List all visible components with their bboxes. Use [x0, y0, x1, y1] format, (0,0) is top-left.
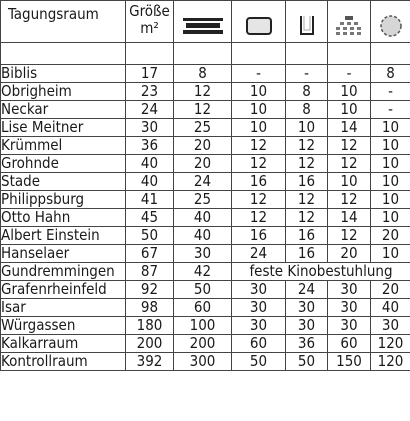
room-name-cell: Albert Einstein — [1, 227, 126, 245]
table-row — [1, 335, 410, 353]
room-name-cell: Gundremmingen — [1, 263, 126, 281]
capacity-cell: 42 — [174, 263, 232, 281]
capacity-cell: 50 — [174, 281, 232, 299]
capacity-cell: 16 — [286, 245, 328, 263]
room-size-cell: 45 — [126, 209, 174, 227]
capacity-cell: 14 — [328, 209, 371, 227]
table-row — [1, 173, 410, 191]
room-size-cell: 92 — [126, 281, 174, 299]
capacity-cell: 12 — [328, 155, 371, 173]
capacity-cell: 16 — [232, 227, 286, 245]
capacity-cell: 10 — [328, 83, 371, 101]
capacity-cell: 14 — [328, 119, 371, 137]
parliament-seating-icon — [182, 15, 224, 37]
table-row — [1, 155, 410, 173]
table-row — [1, 101, 410, 119]
table-row — [1, 353, 410, 371]
room-size-cell: 40 — [126, 155, 174, 173]
table-row — [1, 65, 410, 83]
capacity-cell: 8 — [286, 83, 328, 101]
room-size-cell: 50 — [126, 227, 174, 245]
room-size-cell: 24 — [126, 101, 174, 119]
capacity-cell: 10 — [232, 83, 286, 101]
capacity-cell: - — [286, 65, 328, 83]
capacity-cell: 12 — [286, 137, 328, 155]
banquet-column-header — [371, 1, 410, 43]
capacity-cell: 120 — [371, 353, 410, 371]
capacity-cell: 24 — [174, 173, 232, 191]
capacity-cell: 12 — [174, 101, 232, 119]
room-size-cell: 40 — [126, 173, 174, 191]
room-size-cell: 17 — [126, 65, 174, 83]
capacity-cell: 10 — [371, 119, 410, 137]
table-row — [1, 119, 410, 137]
capacity-cell: 20 — [371, 281, 410, 299]
capacity-cell: 36 — [286, 335, 328, 353]
capacity-cell: 10 — [328, 101, 371, 119]
capacity-cell: 12 — [286, 191, 328, 209]
capacity-cell: 30 — [328, 281, 371, 299]
capacity-cell: 30 — [328, 317, 371, 335]
capacity-cell: 30 — [232, 281, 286, 299]
capacity-cell: 8 — [174, 65, 232, 83]
capacity-cell: 10 — [286, 119, 328, 137]
u-shape-seating-icon — [296, 15, 318, 37]
capacity-cell: 30 — [232, 317, 286, 335]
capacity-cell: 25 — [174, 191, 232, 209]
room-size-cell: 98 — [126, 299, 174, 317]
table-row — [1, 227, 410, 245]
table-row — [1, 317, 410, 335]
room-name-cell: Isar — [1, 299, 126, 317]
theater-seating-icon — [333, 15, 365, 37]
theater-column-header — [328, 1, 371, 43]
room-name-cell: Neckar — [1, 101, 126, 119]
capacity-cell: 30 — [232, 299, 286, 317]
room-size-cell: 36 — [126, 137, 174, 155]
capacity-cell: 10 — [371, 191, 410, 209]
room-name-cell: Würgassen — [1, 317, 126, 335]
capacity-cell: 12 — [232, 191, 286, 209]
capacity-cell: 150 — [328, 353, 371, 371]
size-label-line1: Größe — [129, 2, 170, 20]
capacity-cell: 10 — [371, 173, 410, 191]
capacity-cell: 30 — [286, 299, 328, 317]
capacity-cell: 12 — [232, 137, 286, 155]
capacity-cell: 20 — [174, 155, 232, 173]
capacity-cell: 8 — [371, 65, 410, 83]
capacity-cell: 10 — [371, 155, 410, 173]
block-column-header — [232, 1, 286, 43]
capacity-cell: 25 — [174, 119, 232, 137]
capacity-cell: 12 — [174, 83, 232, 101]
room-name-cell: Lise Meitner — [1, 119, 126, 137]
room-name-cell: Grafenrheinfeld — [1, 281, 126, 299]
room-column-header — [1, 1, 126, 43]
capacity-cell: 12 — [286, 209, 328, 227]
capacity-cell: 8 — [286, 101, 328, 119]
capacity-cell: 100 — [174, 317, 232, 335]
room-name-cell: Hanselaer — [1, 245, 126, 263]
capacity-cell: 30 — [174, 245, 232, 263]
capacity-cell: 10 — [371, 245, 410, 263]
capacity-cell: 10 — [371, 209, 410, 227]
table-row — [1, 137, 410, 155]
room-name-cell: Biblis — [1, 65, 126, 83]
capacity-cell: 12 — [232, 155, 286, 173]
room-size-cell: 67 — [126, 245, 174, 263]
room-size-cell: 87 — [126, 263, 174, 281]
capacity-cell: 24 — [232, 245, 286, 263]
capacity-cell: 16 — [232, 173, 286, 191]
capacity-cell: - — [232, 65, 286, 83]
capacity-cell: 60 — [232, 335, 286, 353]
capacity-cell: 200 — [174, 335, 232, 353]
size-column-header — [126, 1, 174, 43]
capacity-cell: 12 — [328, 137, 371, 155]
capacity-cell: 16 — [286, 173, 328, 191]
capacity-cell: - — [328, 65, 371, 83]
parliament-column-header — [174, 1, 232, 43]
table-row — [1, 281, 410, 299]
capacity-cell: 30 — [328, 299, 371, 317]
table-row — [1, 299, 410, 317]
room-size-cell: 392 — [126, 353, 174, 371]
size-label-line2: m² — [140, 19, 159, 37]
room-size-cell: 23 — [126, 83, 174, 101]
capacity-cell: - — [371, 83, 410, 101]
capacity-cell: 20 — [371, 227, 410, 245]
table-row — [1, 209, 410, 227]
u-shape-column-header — [286, 1, 328, 43]
capacity-cell: 40 — [174, 209, 232, 227]
capacity-cell: 12 — [328, 227, 371, 245]
room-name-cell: Otto Hahn — [1, 209, 126, 227]
capacity-cell: 12 — [328, 191, 371, 209]
room-size-cell: 180 — [126, 317, 174, 335]
capacity-cell: 10 — [232, 119, 286, 137]
capacity-cell: 60 — [328, 335, 371, 353]
room-name-cell: Philippsburg — [1, 191, 126, 209]
capacity-cell: 16 — [286, 227, 328, 245]
room-label: Tagungsraum — [8, 5, 99, 23]
room-size-cell: 30 — [126, 119, 174, 137]
table-row — [1, 245, 410, 263]
room-name-cell: Kontrollraum — [1, 353, 126, 371]
capacity-cell: 30 — [371, 317, 410, 335]
fixed-seating-note: feste Kinobestuhlung — [232, 263, 410, 281]
capacity-cell: 10 — [371, 137, 410, 155]
room-name-cell: Krümmel — [1, 137, 126, 155]
capacity-cell: 12 — [232, 209, 286, 227]
capacity-cell: 20 — [328, 245, 371, 263]
banquet-round-icon — [378, 14, 404, 38]
capacity-cell: 50 — [232, 353, 286, 371]
capacity-cell: 50 — [286, 353, 328, 371]
capacity-cell: 10 — [328, 173, 371, 191]
table-row — [1, 83, 410, 101]
capacity-cell: 12 — [286, 155, 328, 173]
room-name-cell: Stade — [1, 173, 126, 191]
capacity-cell: 300 — [174, 353, 232, 371]
capacity-cell: 20 — [174, 137, 232, 155]
header-row — [1, 1, 410, 43]
capacity-cell: 40 — [371, 299, 410, 317]
block-seating-icon — [244, 15, 274, 37]
room-name-cell: Kalkarraum — [1, 335, 126, 353]
table-row — [1, 263, 410, 281]
room-size-cell: 200 — [126, 335, 174, 353]
capacity-cell: 40 — [174, 227, 232, 245]
room-name-cell: Obrigheim — [1, 83, 126, 101]
capacity-cell: 10 — [232, 101, 286, 119]
table-row — [1, 191, 410, 209]
header-spacer-row — [1, 43, 410, 65]
room-size-cell: 41 — [126, 191, 174, 209]
capacity-cell: 60 — [174, 299, 232, 317]
capacity-cell: - — [371, 101, 410, 119]
capacity-cell: 120 — [371, 335, 410, 353]
room-name-cell: Grohnde — [1, 155, 126, 173]
capacity-cell: 30 — [286, 317, 328, 335]
capacity-cell: 24 — [286, 281, 328, 299]
